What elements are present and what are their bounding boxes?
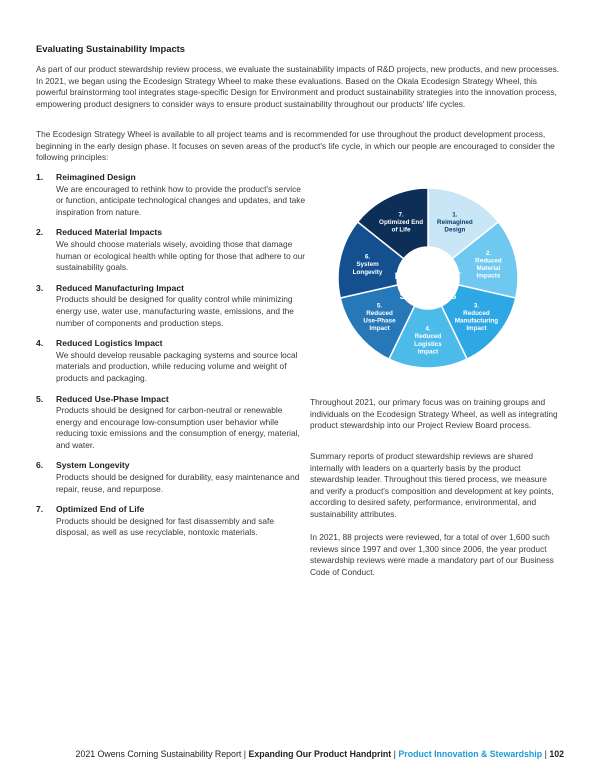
principle-description: Products should be designed for durability, easy maintenance and repair, reuse, and repurpose.: [56, 472, 300, 494]
wheel-segment-label: Impact: [417, 348, 439, 356]
principles-list: [36, 172, 306, 548]
wheel-segment-label: Design: [444, 226, 466, 234]
wheel-segment-label: 4.: [425, 325, 431, 333]
principle-description: Products should be designed for fast disassembly and safe disposal, as well as use recyclable, nontoxic materials.: [56, 515, 274, 538]
wheel-segment-label: Manufacturing: [454, 317, 499, 325]
principle-title: Reduced Use-Phase Impact: [56, 393, 169, 404]
principle-item: [36, 283, 306, 329]
principle-description: We should choose materials wisely, avoiding those that damage human or ecological health while opting for those that adhere to our sustainability goals.: [56, 238, 306, 273]
page-footer: [76, 749, 564, 759]
wheel-center-subtitle-line: INNOVATION: [400, 281, 456, 291]
principle-number: 2.: [36, 227, 44, 238]
principle-number: 3.: [36, 282, 44, 293]
principle-title: Reduced Logistics Impact: [56, 338, 163, 349]
wheel-segment-label: Impacts: [476, 272, 501, 280]
principle-title: Reduced Manufacturing Impact: [56, 282, 184, 293]
wheel-center-title-line: ENVIRONMENT: [394, 271, 462, 281]
principle-title: Reimagined Design: [56, 172, 136, 182]
footer-separator: |: [391, 749, 399, 759]
body-paragraph: Summary reports of product stewardship reviews are shared internally with leaders on a quarterly basis by the product stewardship leader. Throughout this tiered process, we measure and verify a product's composition and development at key points, according to desired safety, performance, environmental, and sustainability attributes.: [310, 451, 554, 519]
principle-description: Products should be designed for carbon-neutral or renewable energy and encourage low-consumption user behavior while reducing toxic emissions and the consumption of energy, material, and water.: [56, 405, 300, 450]
principle-number: 7.: [36, 504, 44, 515]
wheel-segment-label: 1.: [452, 211, 458, 219]
wheel-segment-label: Optimized End: [379, 219, 424, 227]
principle-number: 5.: [36, 393, 44, 404]
wheel-segment-label: Logistics: [414, 340, 442, 348]
wheel-segment-label: Reimagined: [437, 219, 473, 227]
ecodesign-strategy-wheel: [336, 186, 520, 370]
principle-item: [36, 504, 306, 539]
principle-item: [36, 460, 306, 495]
principle-title: System Longevity: [56, 460, 130, 471]
page-heading: Evaluating Sustainability Impacts: [36, 43, 185, 54]
wheel-segment-label: 2.: [485, 249, 492, 257]
principle-description: Products should be designed for quality control while minimizing energy use, water use, manufacturing waste, emissions, and the number of components and production steps.: [56, 294, 294, 328]
intro-paragraph: As part of our product stewardship review process, we evaluate the sustainability impacts of R&D projects, new products, and new processes. In 2021, we began using the Ecodesign Strategy Wheel to make these evaluations. Based on the Okala Ecodesign Strategy Wheel, this powerful brainstorming tool integrates stage-specific Design for Environment and product sustainability strategies into the innovation process, empowering product designers to consider ways to ensure product sustainability throughout our products' life cycles.: [36, 64, 560, 109]
body-paragraph: In 2021, 88 projects were reviewed, for a total of over 1,600 such reviews since 1997 and over 1,300 since 2006, the year product stewardship reviews were made a mandatory part of our Business Code of Conduct.: [310, 532, 554, 577]
wheel-segment-label: Reduced: [414, 333, 442, 341]
wheel-segment-label: 5.: [376, 302, 383, 310]
wheel-segment-label: Impact: [466, 325, 487, 333]
footer-subsection: Product Innovation & Stewardship: [398, 749, 543, 759]
wheel-segment-label: Reduced: [475, 257, 502, 265]
principle-title: Reduced Material Impacts: [56, 227, 163, 238]
wheel-segment-label: 3.: [473, 302, 480, 310]
principle-number: 6.: [36, 460, 44, 471]
wheel-segment-label: 6.: [364, 253, 371, 261]
principle-description: We should develop reusable packaging systems and source local materials and production, while reducing volume and weight of products and packaging.: [56, 349, 298, 383]
footer-section: Expanding Our Product Handprint: [248, 749, 392, 759]
footer-report-title: 2021 Owens Corning Sustainability Report: [75, 749, 242, 759]
wheel-segment-label: 7.: [398, 211, 404, 219]
principle-item: [36, 338, 306, 384]
principle-number: 1.: [36, 172, 44, 182]
wheel-segment-label: Longevity: [352, 268, 383, 276]
principle-item: [36, 394, 306, 452]
principle-item: [36, 227, 306, 273]
principle-title: Optimized End of Life: [56, 504, 145, 515]
page-number: 102: [549, 749, 564, 759]
principle-description: We are encouraged to rethink how to provide the product's service or function, anticipate technological changes and updates, and take inspiration from nature.: [56, 183, 306, 217]
footer-separator: |: [542, 749, 550, 759]
wheel-center-subtitle-line: STRATEGIES: [399, 291, 457, 301]
wheel-segment-label: System: [356, 261, 379, 269]
intro-paragraph: The Ecodesign Strategy Wheel is available to all project teams and is recommended for use throughout the product development process, beginning in the early design phase. It focuses on seven areas of the product's life cycle, in which our people are encouraged to consider the following principles:: [36, 129, 555, 163]
wheel-segment-label: Use-Phase: [363, 317, 396, 325]
wheel-segment-label: Material: [476, 265, 501, 273]
footer-separator: |: [241, 749, 249, 759]
principle-item: [36, 172, 306, 218]
principle-number: 4.: [36, 338, 44, 349]
body-paragraph: Throughout 2021, our primary focus was on training groups and individuals on the Ecodesign Strategy Wheel, as well as integrating product stewardship into our Project Review Board process.: [310, 397, 558, 431]
wheel-segment-label: Reduced: [366, 309, 393, 317]
wheel-segment-label: of Life: [391, 226, 411, 234]
wheel-center-title-line: DESIGN FOR: [399, 261, 457, 271]
wheel-segment-label: Impact: [369, 325, 390, 333]
wheel-segment-label: Reduced: [463, 309, 490, 317]
